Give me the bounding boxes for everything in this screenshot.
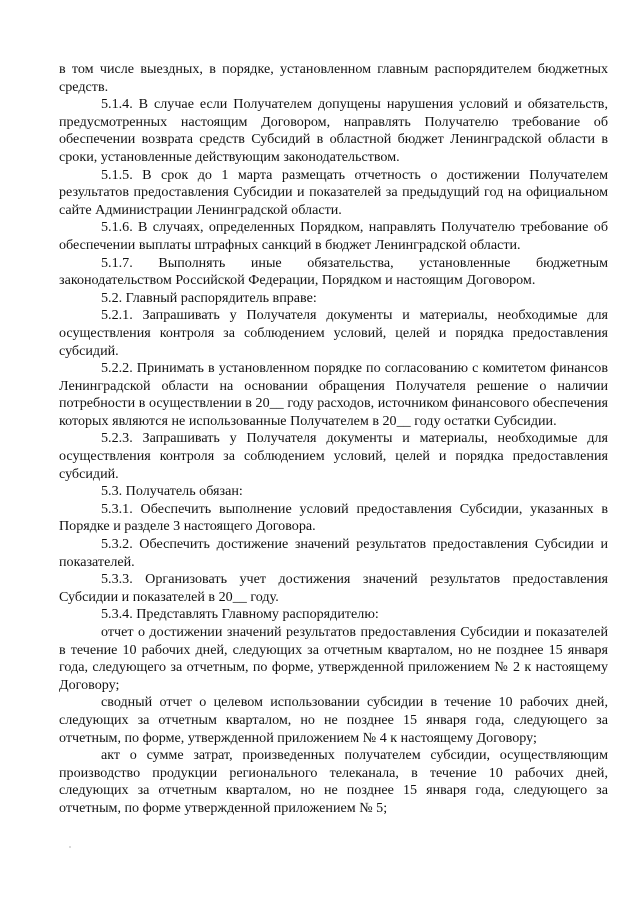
paragraph-5-1-6: 5.1.6. В случаях, определенных Порядком, направлять Получателю требование об обеспечении выплаты штрафных санкций в бюджет Ленинградской области. (59, 219, 608, 253)
paragraph-5-3-4: 5.3.4. Представлять Главному распорядителю: (101, 606, 379, 623)
scan-speck (69, 846, 71, 848)
paragraph-summary-report: сводный отчет о целевом использовании субсидии в течение 10 рабочих дней, следующих за отчетным кварталом, но не позднее 15 января года, следующего за отчетным, по форме, утвержденной приложением № 4 к настоящему Договору; (59, 694, 608, 746)
paragraph-5-2-1: 5.2.1. Запрашивать у Получателя документы и материалы, необходимые для осуществления контроля за соблюдением условий, целей и порядка предоставления субсидий. (59, 307, 608, 359)
paragraph-5-3-1: 5.3.1. Обеспечить выполнение условий предоставления Субсидии, указанных в Порядке и разделе 3 настоящего Договора. (59, 500, 608, 535)
paragraph-continuation: в том числе выездных, в порядке, установленном главным распорядителем бюджетных средств. (59, 61, 608, 95)
paragraph-5-1-5: 5.1.5. В срок до 1 марта размещать отчетность о достижении Получателем результатов предоставления Субсидии и показателей за предыдущий год на официальном сайте Администрации Ленинградской области. (59, 166, 608, 218)
paragraph-5-2-2: 5.2.2. Принимать в установленном порядке по согласованию с комитетом финансов Ленинградской области на основании обращения Получателя решение о наличии потребности в осуществлении в 20__ году расходов, источником финансового обеспечения которых являются не использованные Получателем в 20__ году остатки Субсидии. (59, 360, 608, 429)
document-body (59, 61, 608, 818)
paragraph-5-2-3: 5.2.3. Запрашивать у Получателя документы и материалы, необходимые для осуществления контроля за соблюдением условий, целей и порядка предоставления субсидий. (59, 430, 608, 482)
paragraph-5-2: 5.2. Главный распорядитель вправе: (101, 289, 317, 306)
paragraph-5-1-4: 5.1.4. В случае если Получателем допущены нарушения условий и обязательств, предусмотренных настоящим Договором, направлять Получателю требование об обеспечении возврата средств Субсидий в областной бюджет Ленинградской области в сроки, установленные действующим законодательством. (59, 96, 608, 165)
paragraph-5-1-7: 5.1.7. Выполнять иные обязательства, установленные бюджетным законодательством Российской Федерации, Порядком и настоящим Договором. (59, 254, 608, 289)
paragraph-report-results: отчет о достижении значений результатов предоставления Субсидии и показателей в течение 10 рабочих дней, следующих за отчетным кварталом, но не позднее 15 января года, следующего за отчетным, по форме, утвержденной приложением № 2 к настоящему Договору; (59, 624, 608, 693)
paragraph-5-3: 5.3. Получатель обязан: (101, 483, 243, 500)
paragraph-cost-act: акт о сумме затрат, произведенных получателем субсидии, осуществляющим производство продукции регионального телеканала, в течение 10 рабочих дней, следующих за отчетным кварталом, но не позднее 15 января года, следующего за отчетным, по форме утвержденной приложением № 5; (59, 747, 608, 816)
paragraph-5-3-2: 5.3.2. Обеспечить достижение значений результатов предоставления Субсидии и показателей. (59, 536, 608, 570)
paragraph-5-3-3: 5.3.3. Организовать учет достижения значений результатов предоставления Субсидии и показателей в 20__ году. (59, 571, 608, 605)
